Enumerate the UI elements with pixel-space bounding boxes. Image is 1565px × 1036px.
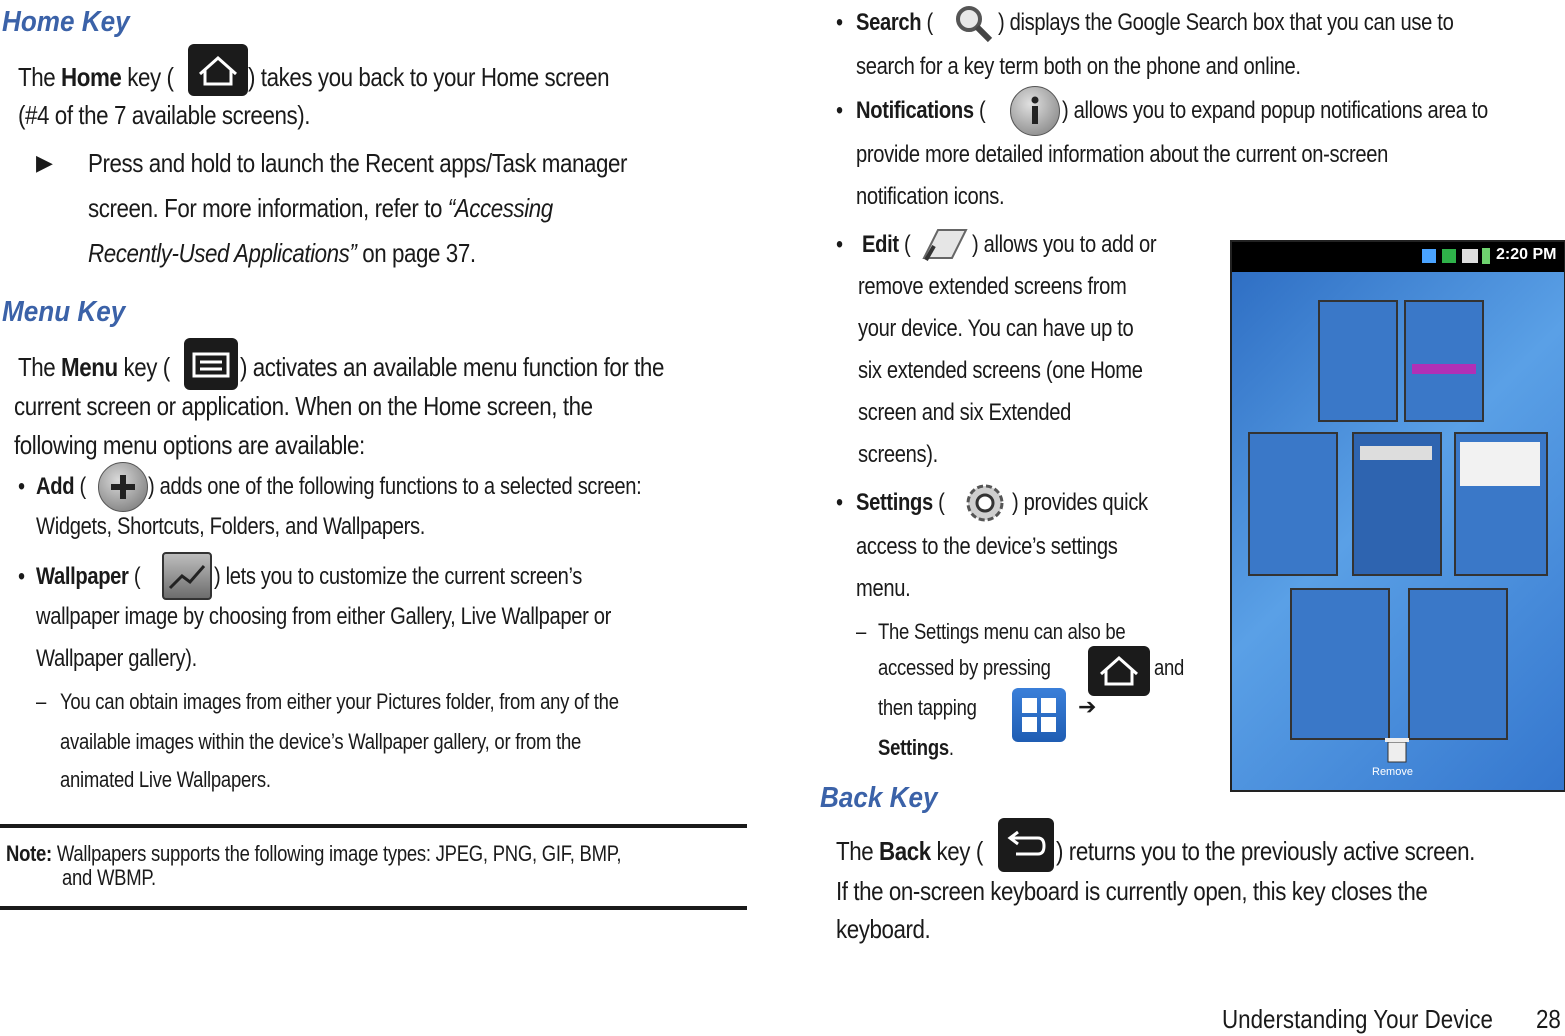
thumb-widget — [1460, 442, 1540, 486]
settings-sub-dash: – — [856, 619, 867, 644]
remove-label: Remove — [1372, 766, 1413, 778]
screen-thumb[interactable] — [1290, 588, 1390, 740]
screen-thumb[interactable] — [1318, 300, 1398, 422]
apps-grid-icon — [1012, 688, 1066, 742]
settings-item-rest: ) provides quick — [1012, 489, 1148, 516]
text: The — [836, 836, 880, 866]
wallpaper-sub-line1: You can obtain images from either your Pictures folder, from any of the — [60, 689, 619, 714]
note-top-rule — [0, 824, 747, 828]
text: Wallpapers supports the following image types: JPEG, PNG, GIF, BMP, — [51, 841, 622, 866]
text: on page 37. — [356, 238, 476, 268]
edit-line3: your device. You can have up to — [858, 315, 1134, 342]
search-item-rest: ) displays the Google Search box that you can use to — [998, 9, 1454, 36]
status-bar — [1232, 242, 1564, 272]
notif-item-line2: provide more detailed information about the current on-screen — [856, 141, 1388, 168]
edit-line5: screen and six Extended — [858, 399, 1072, 426]
home-key-paragraph-rest: ) takes you back to your Home screen — [248, 62, 610, 92]
edit-line6: screens). — [858, 441, 938, 468]
screen-thumb-home[interactable] — [1454, 432, 1548, 576]
cross-reference-link[interactable]: “Accessing — [447, 193, 553, 223]
back-key-line2: If the on-screen keyboard is currently open, this key closes the — [836, 876, 1428, 906]
notif-item-rest: ) allows you to expand popup notifications area to — [1062, 97, 1488, 124]
wallpaper-item — [36, 558, 140, 596]
step-bullet-icon: ▶ — [36, 150, 53, 175]
notif-bullet: • — [836, 97, 843, 124]
add-icon — [98, 462, 148, 512]
settings-sub-line1: The Settings menu can also be — [878, 619, 1126, 644]
bars-icon — [1462, 249, 1478, 263]
settings-sub-line2: accessed by pressing — [878, 655, 1051, 680]
settings-line2: access to the device’s settings — [856, 533, 1118, 560]
add-item — [36, 468, 86, 506]
search-bullet: • — [836, 9, 843, 36]
cross-reference-link-cont[interactable]: Recently-Used Applications” — [88, 238, 357, 268]
phone-screenshot — [1230, 240, 1565, 792]
wallpaper-label: Wallpaper — [36, 563, 129, 590]
text: key ( — [121, 62, 174, 92]
back-bold: Back — [879, 836, 931, 866]
back-key-line3: keyboard. — [836, 914, 931, 944]
add-item-line2: Widgets, Shortcuts, Folders, and Wallpapers. — [36, 513, 425, 540]
settings-sub-and: and — [1154, 655, 1185, 680]
text: ( — [973, 97, 986, 124]
notif-item — [856, 92, 985, 130]
home-key-paragraph-line2: (#4 of the 7 available screens). — [18, 100, 311, 130]
text: The — [18, 62, 62, 92]
wallpaper-item-line3: Wallpaper gallery). — [36, 645, 197, 672]
settings-item — [856, 484, 945, 522]
search-item-line2: search for a key term both on the phone and online. — [856, 53, 1301, 80]
wallpaper-item-rest: ) lets you to customize the current screen’s — [214, 563, 583, 590]
edit-line4: six extended screens (one Home — [858, 357, 1143, 384]
add-item-rest: ) adds one of the following functions to a selected screen: — [148, 473, 642, 500]
text: screen. For more information, refer to — [88, 193, 448, 223]
note-line2: and WBMP. — [62, 865, 156, 890]
search-label: Search — [856, 9, 922, 36]
settings-label: Settings — [856, 489, 933, 516]
settings-sub-line3: then tapping — [878, 695, 977, 720]
wallpaper-sub-line3: animated Live Wallpapers. — [60, 767, 271, 792]
edit-label: Edit — [862, 231, 899, 258]
text: . — [948, 735, 954, 760]
thumb-searchbar — [1360, 446, 1432, 460]
screen-thumb[interactable] — [1408, 588, 1508, 740]
text: key ( — [117, 352, 170, 382]
home-bold: Home — [61, 62, 122, 92]
text: ( — [898, 231, 911, 258]
settings-bullet: • — [836, 489, 843, 516]
add-bullet: • — [18, 473, 25, 500]
edit-item — [862, 226, 910, 264]
menu-key-paragraph-rest: ) activates an available menu function for the — [240, 352, 664, 382]
battery-icon — [1482, 248, 1490, 264]
trash-icon[interactable] — [1382, 736, 1412, 764]
wallpaper-icon — [162, 552, 212, 600]
text: ( — [921, 9, 933, 36]
signal-icon — [1422, 249, 1436, 263]
note-bottom-rule — [0, 906, 747, 910]
wallpaper-item-line2: wallpaper image by choosing from either Gallery, Live Wallpaper or — [36, 603, 612, 630]
edit-line2: remove extended screens from — [858, 273, 1127, 300]
home-step-line2 — [88, 187, 553, 229]
back-key-paragraph-rest: ) returns you to the previously active screen. — [1056, 836, 1475, 866]
home-key-paragraph — [18, 56, 174, 98]
back-key-heading: Back Key — [820, 782, 938, 814]
gear-icon — [960, 478, 1010, 528]
sim-icon — [1442, 249, 1456, 263]
screen-thumb[interactable] — [1404, 300, 1484, 422]
edit-item-rest: ) allows you to add or — [972, 231, 1157, 258]
arrow-icon: ➔ — [1078, 694, 1097, 719]
text: ( — [74, 473, 86, 500]
settings-sub-line4 — [878, 730, 954, 766]
home-step-line3 — [88, 232, 476, 274]
notif-label: Notifications — [856, 97, 974, 124]
text: ( — [128, 563, 141, 590]
edit-icon — [918, 222, 970, 266]
menu-key-paragraph-line2: current screen or application. When on the Home screen, the — [14, 391, 593, 421]
text: key ( — [930, 836, 983, 866]
add-label: Add — [36, 473, 75, 500]
back-key-paragraph — [836, 830, 983, 872]
screen-thumb[interactable] — [1352, 432, 1442, 576]
home-step-line1: Press and hold to launch the Recent apps/Task manager — [88, 148, 628, 178]
status-time: 2:20 PM — [1496, 246, 1557, 263]
home-key-icon-small — [1088, 646, 1150, 696]
thumb-icons — [1412, 364, 1476, 374]
home-key-heading: Home Key — [2, 6, 130, 38]
notifications-icon — [1010, 86, 1060, 136]
search-icon — [950, 0, 998, 48]
wallpaper-bullet: • — [18, 563, 25, 590]
notif-item-line3: notification icons. — [856, 183, 1005, 210]
menu-bold: Menu — [61, 352, 118, 382]
menu-key-icon — [184, 338, 238, 390]
menu-key-paragraph-line3: following menu options are available: — [14, 430, 365, 460]
text: ( — [932, 489, 945, 516]
menu-key-paragraph — [18, 346, 170, 388]
settings-bold: Settings — [878, 735, 949, 760]
search-item — [856, 4, 933, 42]
menu-key-heading: Menu Key — [2, 296, 126, 328]
home-key-icon — [188, 44, 248, 96]
footer-section: Understanding Your Device — [1222, 1004, 1493, 1034]
back-key-icon — [998, 818, 1054, 872]
sub-dash: – — [36, 689, 47, 714]
screen-thumb[interactable] — [1248, 432, 1338, 576]
settings-line3: menu. — [856, 575, 911, 602]
edit-bullet: • — [836, 231, 843, 258]
wallpaper-sub-line2: available images within the device’s Wallpaper gallery, or from the — [60, 729, 582, 754]
note-label: Note: — [6, 841, 52, 866]
page-number: 28 — [1536, 1004, 1561, 1034]
text: The — [18, 352, 62, 382]
